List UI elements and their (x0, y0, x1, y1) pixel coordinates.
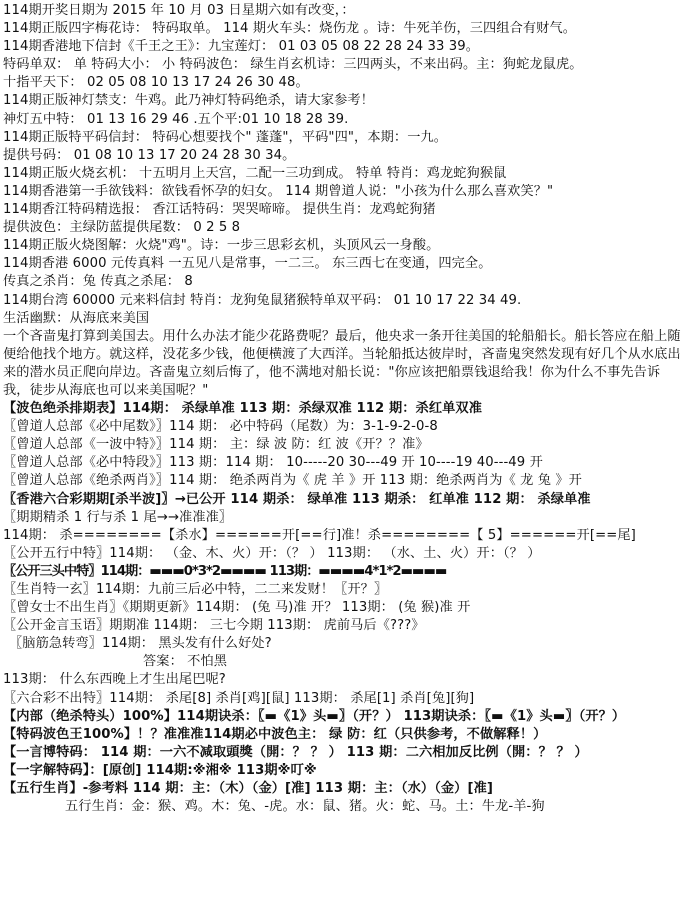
five-element-map-line: 五行生肖：金：猴、鸡。木：兔、-虎。水：鼠、猪。火：蛇、马。土：牛龙-羊-狗 (65, 799, 545, 815)
fire-diagram-line: 114期正版火烧图解：火烧"鸡"。诗：一步三思彩玄机，头顶风云一身酸。 (3, 238, 440, 254)
lamp-five-line: 神灯五中特： 01 13 16 29 46 .五个平:01 10 18 28 39. (3, 111, 349, 127)
draw-date-line: 114期开奖日期为 2015 年 10 月 03 日星期六如有改变，： (3, 3, 355, 18)
internal-kill-head-line: 【内部（绝杀特头）100%】114期诀杀：〖▬《1》头▬〗（开？） 113期诀杀：〖▬《1》头▬〗（开？） (3, 708, 626, 724)
five-elements-line: 〖公开五行中特〗114期： （金、木、火）开：（？ ） 113期： （水、土、火）开：（？ ） (3, 545, 541, 561)
kill-water-line: 114期： 杀========【杀水】======开[==行]准！杀========【 5】======开[==尾] (3, 527, 636, 543)
question-113-line: 113期： 什么东西晚上才生出尾巴呢? (3, 672, 226, 688)
answer-line: 答案： 不怕黑 (143, 654, 228, 670)
wave-color-line: 提供波色：主绿防蓝提供尾数： 0 2 5 8 (3, 220, 241, 236)
five-element-zodiac-line: 【五行生肖】-参考料 114 期：主：（木）（金）[准] 113 期：主：（水）（金）[准] (3, 781, 494, 797)
wave-king-line: 【特码波色王100%】！？准准准114期必中波色主： 绿 防：红（只供参考，不做解释！） (3, 726, 547, 742)
provided-numbers-line: 提供号码： 01 08 10 13 17 20 24 28 30 34。 (3, 147, 296, 163)
one-char-line: 【一字解特码】：[原创] 114期:※湘※ 113期※叮※ (3, 762, 317, 778)
fire-mystery-line: 114期正版火烧玄机： 十五明月上天宫，二配一三功到成。 特单 特肖：鸡龙蛇狗猴鼠 (3, 165, 507, 181)
taiwan-envelope-line: 114期台湾 60000 元来料信封 特肖：龙狗兔鼠猪猴特单双平码： 01 10 17 22 34 49. (3, 292, 522, 308)
kill-row-tail-title-line: 〖期期精杀 1 行与杀 1 尾→→准准准〗 (3, 509, 233, 525)
humor-story-paragraph: 一个吝啬鬼打算到美国去。用什么办法才能少花路费呢？最后，他央求一条开往美国的轮船船长。船长答应在船上随便给他找个地方。就这样，没花多少钱，他便横渡了大西洋。当轮船抵达彼岸时，吝啬鬼突然发现有好几个从水底出来的潜水员正爬向岸边。吝啬鬼立刻后悔了，他不满地对船长说："你应该把船票钱退给我！你为什么不事先告诉我，徒步从海底也可以来美国呢？" (3, 328, 681, 398)
golden-words-line: 〖公开金言玉语〗期期准 114期： 三七今期 113期： 虎前马后《???》 (3, 618, 425, 634)
fax-kill-line: 传真之杀肖：兔 传真之杀尾： 8 (3, 274, 193, 290)
humor-title-line: 生活幽默：从海底来美国 (3, 310, 150, 326)
plum-poem-line: 114期正版四字梅花诗： 特码取单。 114 期火车头：烧伤龙 。诗：牛死羊伤，三四组合有财气。 (3, 21, 577, 37)
ms-zeng-line: 〖曾女士不出生肖〗《期期更新》114期： (兔 马)准 开？ 113期： (兔 猴)准 开 (3, 600, 471, 616)
three-heads-line: 〖公开三头中特〗114期：▬▬▬0*3*2▬▬▬▬ 113期：▬▬▬▬4*1*2▬▬▬▬ (3, 563, 447, 579)
zeng-tail-line: 〖曾道人总部《必中尾数》〗114 期： 必中特码（尾数）为：3-1-9-2-0-8 (3, 419, 438, 435)
no-special-line: 〖六合彩不出特〗114期： 杀尾[8] 杀肖[鸡][鼠] 113期： 杀尾[1] 杀肖[兔][狗] (3, 690, 475, 706)
zeng-kill-zodiac-line: 〖曾道人总部《绝杀两肖》〗114 期： 绝杀两肖为《 虎 羊 》开 113 期：绝杀两肖为《 龙 兔 》开 (3, 473, 582, 489)
ten-fingers-line: 十指平天下： 02 05 08 10 13 17 24 26 30 48。 (3, 75, 309, 91)
hk-half-wave-line: 〖香港六合彩期期[杀半波]〗→已公开 114 期杀： 绿单准 113 期杀： 红单准 112 期： 杀绿单准 (3, 491, 591, 507)
xiangjiang-line: 114期香江特码精选报： 香江话特码：哭哭啼啼。 提供生肖：龙鸡蛇狗猪 (3, 202, 436, 218)
one-word-bet-line: 【一言博特码： 114 期：一六不减取頭獎（開：？ ？ ） 113 期：二六相加反比例（開：？ ？ ） (3, 744, 588, 760)
hk-first-hand-line: 114期香港第一手欲钱料：欲钱看怀孕的妇女。 114 期曾道人说："小孩为什么那么喜欢笑？" (3, 183, 554, 199)
zeng-segment-line: 〖曾道人总部《必中特段》〗113 期：114 期： 10-----20 30---49 开 10----19 40---49 开 (3, 455, 543, 471)
hk-envelope-line: 114期香港地下信封《千王之王》：九宝莲灯： 01 03 05 08 22 28 24 33 39。 (3, 39, 480, 55)
zeng-wave-line: 〖曾道人总部《一波中特》〗114 期： 主：绿 波 防：红 波《开？？准》 (3, 437, 429, 453)
lamp-ban-line: 114期正版神灯禁支：牛鸡。此乃神灯特码绝杀，请大家参考！ (3, 93, 374, 109)
wave-kill-schedule-line: 【波色绝杀排期表】114期： 杀绿单准 113 期：杀绿双准 112 期：杀红单双准 (3, 401, 482, 417)
hk-fax-line: 114期香港 6000 元传真料 一五见八是常事，一二三。 东三西七在变通，四完全。 (3, 256, 492, 272)
zodiac-mystery-line: 〖生肖特一玄〗114期：九前三后必中特，二二来发财！〖开？〗 (3, 582, 388, 597)
special-code-line: 特码单双： 单 特码大小： 小 特码波色： 绿生肖玄机诗：三四两头，不来出码。主：狗蛇龙鼠虎。 (3, 57, 583, 73)
brain-teaser-line: 〖脑筋急转弯〗114期： 黑头发有什么好处? (9, 636, 272, 652)
flat-code-envelope-line: 114期正版特平码信封： 特码心想要找个" 蓬蓬"，平码"四"，本期：一九。 (3, 129, 448, 145)
